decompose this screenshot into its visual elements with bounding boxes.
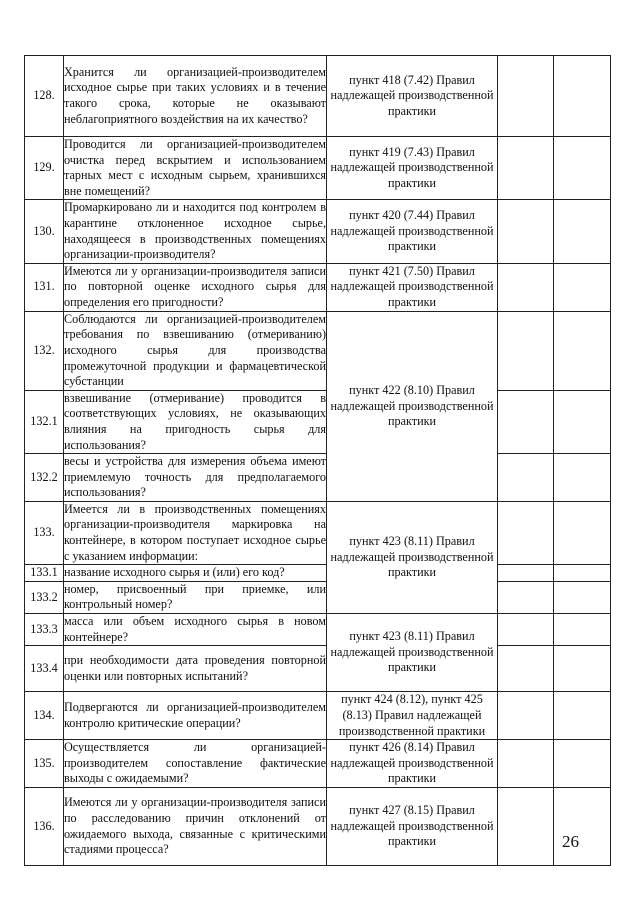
item-number: 133.1 — [25, 565, 64, 582]
note-cell — [554, 581, 611, 613]
reference-text: пункт 423 (8.11) Правил надлежащей производственной практики — [327, 501, 498, 613]
question-text: Подвергаются ли организацией-производителем контролю критические операции? — [64, 692, 327, 740]
item-number: 132.2 — [25, 454, 64, 502]
table-row — [25, 56, 611, 137]
note-cell — [554, 646, 611, 692]
reference-text: пункт 422 (8.10) Правил надлежащей производственной практики — [327, 311, 498, 501]
note-cell — [554, 692, 611, 740]
checklist-table — [24, 55, 611, 866]
table-row — [25, 390, 611, 453]
table-row — [25, 740, 611, 788]
reference-text: пункт 419 (7.43) Правил надлежащей производственной практики — [327, 137, 498, 200]
item-number: 134. — [25, 692, 64, 740]
answer-cell — [498, 614, 554, 646]
answer-cell — [498, 137, 554, 200]
note-cell — [554, 311, 611, 390]
table-row — [25, 565, 611, 582]
page-number: 26 — [562, 832, 579, 851]
note-cell — [554, 263, 611, 311]
table-row — [25, 454, 611, 502]
answer-cell — [498, 788, 554, 866]
answer-cell — [498, 692, 554, 740]
answer-cell — [498, 390, 554, 453]
question-text: номер, присвоенный при приемке, или контрольный номер? — [64, 581, 327, 613]
note-cell — [554, 137, 611, 200]
item-number: 131. — [25, 263, 64, 311]
item-number: 132.1 — [25, 390, 64, 453]
answer-cell — [498, 454, 554, 502]
answer-cell — [498, 263, 554, 311]
note-cell — [554, 501, 611, 564]
item-number: 133.3 — [25, 614, 64, 646]
question-text: Хранится ли организацией-производителем исходное сырье при таких условиях и в течение такого срока, которые не оказывают неблагоприятного воздействия на их качество? — [64, 56, 327, 137]
question-text: Имеются ли у организации-производителя записи по расследованию причин отклонений от ожидаемого выхода, связанные с критическими стадиями процесса? — [64, 788, 327, 866]
item-number: 136. — [25, 788, 64, 866]
reference-text: пункт 427 (8.15) Правил надлежащей производственной практики — [327, 788, 498, 866]
answer-cell — [498, 311, 554, 390]
item-number: 133.2 — [25, 581, 64, 613]
note-cell — [554, 56, 611, 137]
question-text: Соблюдаются ли организацией-производителем требования по взвешиванию (отмериванию) исходного сырья для производства промежуточной продукции и фармацевтической субстанции — [64, 311, 327, 390]
table-row — [25, 263, 611, 311]
answer-cell — [498, 200, 554, 263]
answer-cell — [498, 581, 554, 613]
table-row — [25, 646, 611, 692]
reference-text: пункт 421 (7.50) Правил надлежащей производственной практики — [327, 263, 498, 311]
note-cell — [554, 454, 611, 502]
table-row — [25, 501, 611, 564]
note-cell — [554, 788, 611, 866]
item-number: 128. — [25, 56, 64, 137]
question-text: Промаркировано ли и находится под контролем в карантине отклоненное исходное сырье, находящееся в производственных помещениях организации-производителя? — [64, 200, 327, 263]
reference-text: пункт 420 (7.44) Правил надлежащей производственной практики — [327, 200, 498, 263]
item-number: 133. — [25, 501, 64, 564]
answer-cell — [498, 565, 554, 582]
table-row — [25, 581, 611, 613]
question-text: Имеется ли в производственных помещениях организации-производителя маркировка на контейнере, в котором поступает исходное сырье с указанием информации: — [64, 501, 327, 564]
note-cell — [554, 740, 611, 788]
note-cell — [554, 390, 611, 453]
note-cell — [554, 200, 611, 263]
question-text: Осуществляется ли организацией-производителем сопоставление фактические выходы с ожидаемыми? — [64, 740, 327, 788]
question-text: весы и устройства для измерения объема имеют приемлемую точность для предполагаемого использования? — [64, 454, 327, 502]
table-row — [25, 137, 611, 200]
item-number: 133.4 — [25, 646, 64, 692]
question-text: масса или объем исходного сырья в новом контейнере? — [64, 614, 327, 646]
reference-text: пункт 424 (8.12), пункт 425 (8.13) Правил надлежащей производственной практики — [327, 692, 498, 740]
note-cell — [554, 614, 611, 646]
note-cell — [554, 565, 611, 582]
answer-cell — [498, 56, 554, 137]
answer-cell — [498, 740, 554, 788]
question-text: взвешивание (отмеривание) проводится в соответствующих условиях, не оказывающих влияния на пригодность сырья для использования? — [64, 390, 327, 453]
answer-cell — [498, 646, 554, 692]
table-row — [25, 788, 611, 866]
question-text: Имеются ли у организации-производителя записи по повторной оценке исходного сырья для определения его пригодности? — [64, 263, 327, 311]
answer-cell — [498, 501, 554, 564]
reference-text: пункт 418 (7.42) Правил надлежащей производственной практики — [327, 56, 498, 137]
question-text: при необходимости дата проведения повторной оценки или повторных испытаний? — [64, 646, 327, 692]
question-text: Проводится ли организацией-производителем очистка перед вскрытием и использованием тарных мест с исходным сырьем, хранившихся вне помещений? — [64, 137, 327, 200]
table-row — [25, 311, 611, 390]
table-row — [25, 692, 611, 740]
item-number: 135. — [25, 740, 64, 788]
reference-text: пункт 426 (8.14) Правил надлежащей производственной практики — [327, 740, 498, 788]
reference-text: пункт 423 (8.11) Правил надлежащей производственной практики — [327, 614, 498, 692]
item-number: 132. — [25, 311, 64, 390]
table-row — [25, 200, 611, 263]
table-row — [25, 614, 611, 646]
item-number: 129. — [25, 137, 64, 200]
question-text: название исходного сырья и (или) его код? — [64, 565, 327, 582]
item-number: 130. — [25, 200, 64, 263]
